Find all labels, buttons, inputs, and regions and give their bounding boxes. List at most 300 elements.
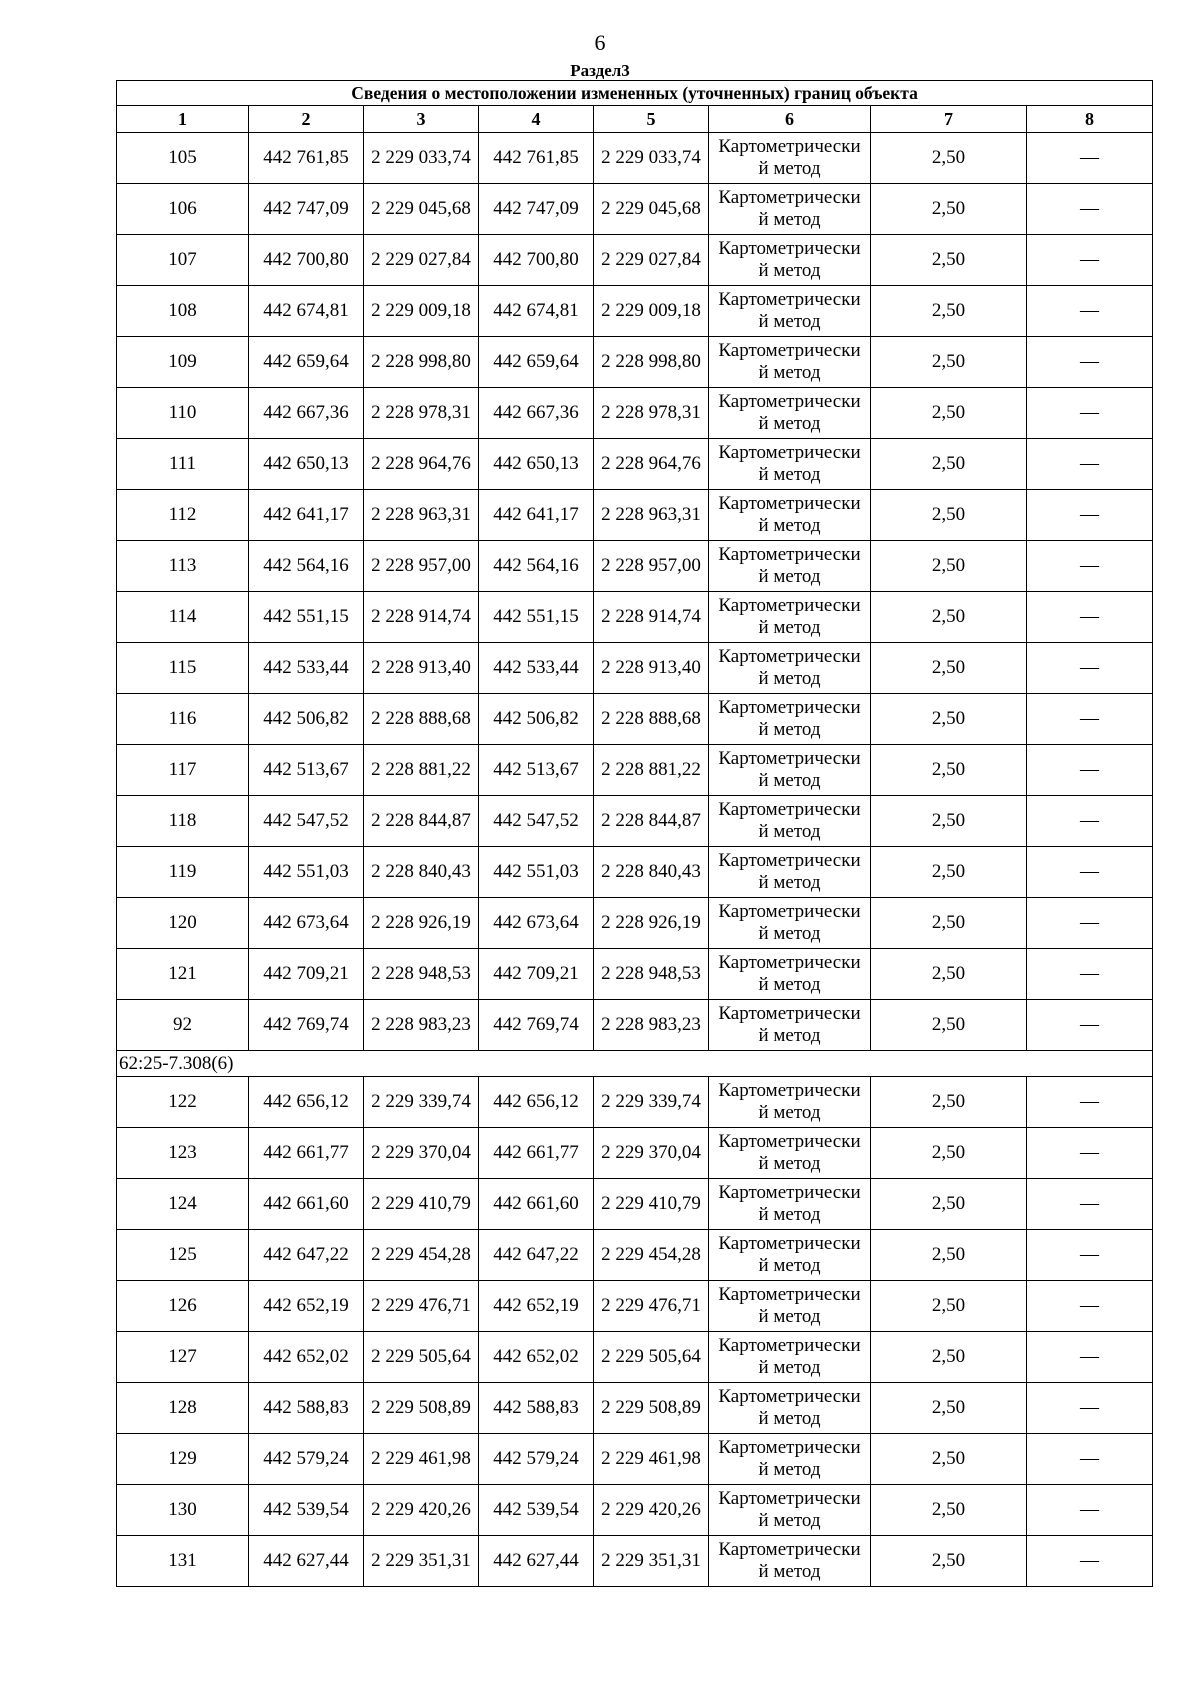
table-row	[117, 286, 1153, 337]
accuracy-cell: 2,50	[871, 1332, 1027, 1383]
method-line-2: й метод	[758, 1408, 821, 1429]
y-new-cell: 2 228 881,22	[594, 745, 709, 796]
table-row	[117, 592, 1153, 643]
method-line-1: Картометрически	[718, 1233, 861, 1254]
x-old-cell: 442 673,64	[249, 898, 364, 949]
method-line-1: Картометрически	[718, 391, 861, 412]
description-cell: —	[1027, 184, 1153, 235]
description-cell: —	[1027, 1536, 1153, 1587]
x-new-cell: 442 667,36	[479, 388, 594, 439]
y-new-cell: 2 229 508,89	[594, 1383, 709, 1434]
x-new-cell: 442 656,12	[479, 1077, 594, 1128]
x-old-cell: 442 761,85	[249, 133, 364, 184]
accuracy-cell: 2,50	[871, 1485, 1027, 1536]
x-old-cell: 442 667,36	[249, 388, 364, 439]
method-line-2: й метод	[758, 1102, 821, 1123]
point-number-cell: 110	[117, 388, 249, 439]
x-new-cell: 442 661,77	[479, 1128, 594, 1179]
y-new-cell: 2 229 476,71	[594, 1281, 709, 1332]
accuracy-cell: 2,50	[871, 439, 1027, 490]
method-line-1: Картометрически	[718, 1539, 861, 1560]
method-line-1: Картометрически	[718, 1131, 861, 1152]
point-number-cell: 124	[117, 1179, 249, 1230]
description-cell: —	[1027, 796, 1153, 847]
coordinates-table	[116, 80, 1153, 1587]
description-cell: —	[1027, 949, 1153, 1000]
column-header: 6	[709, 106, 871, 133]
y-old-cell: 2 228 998,80	[364, 337, 479, 388]
description-cell: —	[1027, 1383, 1153, 1434]
y-old-cell: 2 229 454,28	[364, 1230, 479, 1281]
x-old-cell: 442 551,15	[249, 592, 364, 643]
x-new-cell: 442 650,13	[479, 439, 594, 490]
accuracy-cell: 2,50	[871, 337, 1027, 388]
accuracy-cell: 2,50	[871, 1434, 1027, 1485]
accuracy-cell: 2,50	[871, 133, 1027, 184]
method-cell	[709, 745, 871, 796]
table-row	[117, 1000, 1153, 1051]
x-old-cell: 442 652,19	[249, 1281, 364, 1332]
accuracy-cell: 2,50	[871, 184, 1027, 235]
method-line-2: й метод	[758, 1255, 821, 1276]
column-header: 4	[479, 106, 594, 133]
description-cell: —	[1027, 745, 1153, 796]
table-row	[117, 898, 1153, 949]
accuracy-cell: 2,50	[871, 1281, 1027, 1332]
method-line-2: й метод	[758, 617, 821, 638]
method-line-2: й метод	[758, 1357, 821, 1378]
x-old-cell: 442 709,21	[249, 949, 364, 1000]
x-new-cell: 442 761,85	[479, 133, 594, 184]
x-old-cell: 442 650,13	[249, 439, 364, 490]
y-old-cell: 2 228 983,23	[364, 1000, 479, 1051]
x-new-cell: 442 513,67	[479, 745, 594, 796]
y-new-cell: 2 228 888,68	[594, 694, 709, 745]
table-row	[117, 643, 1153, 694]
method-cell	[709, 1536, 871, 1587]
table-row	[117, 1383, 1153, 1434]
x-old-cell: 442 641,17	[249, 490, 364, 541]
x-new-cell: 442 627,44	[479, 1536, 594, 1587]
accuracy-cell: 2,50	[871, 592, 1027, 643]
y-new-cell: 2 229 461,98	[594, 1434, 709, 1485]
y-old-cell: 2 229 461,98	[364, 1434, 479, 1485]
method-line-2: й метод	[758, 1025, 821, 1046]
x-new-cell: 442 547,52	[479, 796, 594, 847]
x-new-cell: 442 588,83	[479, 1383, 594, 1434]
y-old-cell: 2 228 963,31	[364, 490, 479, 541]
method-cell	[709, 490, 871, 541]
description-cell: —	[1027, 286, 1153, 337]
accuracy-cell: 2,50	[871, 796, 1027, 847]
method-cell	[709, 1128, 871, 1179]
description-cell: —	[1027, 847, 1153, 898]
column-header-row	[117, 106, 1153, 133]
x-new-cell: 442 673,64	[479, 898, 594, 949]
point-number-cell: 112	[117, 490, 249, 541]
table-row	[117, 388, 1153, 439]
table-row	[117, 1128, 1153, 1179]
x-old-cell: 442 627,44	[249, 1536, 364, 1587]
method-line-2: й метод	[758, 719, 821, 740]
method-line-2: й метод	[758, 923, 821, 944]
table-row	[117, 184, 1153, 235]
point-number-cell: 130	[117, 1485, 249, 1536]
table-caption: Сведения о местоположении измененных (уточненных) границ объекта	[117, 81, 1153, 106]
method-cell	[709, 541, 871, 592]
description-cell: —	[1027, 133, 1153, 184]
x-new-cell: 442 641,17	[479, 490, 594, 541]
description-cell: —	[1027, 592, 1153, 643]
point-number-cell: 108	[117, 286, 249, 337]
y-old-cell: 2 229 370,04	[364, 1128, 479, 1179]
description-cell: —	[1027, 898, 1153, 949]
table-row	[117, 1281, 1153, 1332]
method-line-2: й метод	[758, 413, 821, 434]
column-header: 7	[871, 106, 1027, 133]
x-new-cell: 442 551,03	[479, 847, 594, 898]
y-old-cell: 2 228 914,74	[364, 592, 479, 643]
method-cell	[709, 133, 871, 184]
y-old-cell: 2 228 957,00	[364, 541, 479, 592]
x-old-cell: 442 506,82	[249, 694, 364, 745]
description-cell: —	[1027, 694, 1153, 745]
x-new-cell: 442 769,74	[479, 1000, 594, 1051]
accuracy-cell: 2,50	[871, 1000, 1027, 1051]
method-line-1: Картометрически	[718, 187, 861, 208]
y-new-cell: 2 229 339,74	[594, 1077, 709, 1128]
x-old-cell: 442 747,09	[249, 184, 364, 235]
method-line-1: Картометрически	[718, 697, 861, 718]
y-new-cell: 2 229 454,28	[594, 1230, 709, 1281]
x-old-cell: 442 659,64	[249, 337, 364, 388]
table-row	[117, 133, 1153, 184]
table-row	[117, 1434, 1153, 1485]
x-old-cell: 442 533,44	[249, 643, 364, 694]
y-old-cell: 2 228 948,53	[364, 949, 479, 1000]
x-new-cell: 442 647,22	[479, 1230, 594, 1281]
method-line-1: Картометрически	[718, 1080, 861, 1101]
y-new-cell: 2 229 027,84	[594, 235, 709, 286]
method-cell	[709, 796, 871, 847]
y-new-cell: 2 228 957,00	[594, 541, 709, 592]
description-cell: —	[1027, 1434, 1153, 1485]
y-old-cell: 2 229 476,71	[364, 1281, 479, 1332]
table-row	[117, 694, 1153, 745]
method-line-2: й метод	[758, 260, 821, 281]
point-number-cell: 128	[117, 1383, 249, 1434]
y-old-cell: 2 229 410,79	[364, 1179, 479, 1230]
table-row	[117, 1536, 1153, 1587]
y-new-cell: 2 228 914,74	[594, 592, 709, 643]
accuracy-cell: 2,50	[871, 847, 1027, 898]
x-old-cell: 442 652,02	[249, 1332, 364, 1383]
table-body	[117, 133, 1153, 1587]
accuracy-cell: 2,50	[871, 643, 1027, 694]
x-new-cell: 442 700,80	[479, 235, 594, 286]
x-old-cell: 442 674,81	[249, 286, 364, 337]
point-number-cell: 107	[117, 235, 249, 286]
point-number-cell: 126	[117, 1281, 249, 1332]
accuracy-cell: 2,50	[871, 694, 1027, 745]
method-cell	[709, 235, 871, 286]
method-line-2: й метод	[758, 1459, 821, 1480]
method-line-2: й метод	[758, 362, 821, 383]
y-new-cell: 2 229 420,26	[594, 1485, 709, 1536]
section-title: Раздел3	[570, 61, 630, 80]
description-cell: —	[1027, 337, 1153, 388]
method-cell	[709, 694, 871, 745]
point-number-cell: 109	[117, 337, 249, 388]
table-row	[117, 439, 1153, 490]
description-cell: —	[1027, 388, 1153, 439]
x-new-cell: 442 747,09	[479, 184, 594, 235]
method-cell	[709, 184, 871, 235]
method-line-1: Картометрически	[718, 748, 861, 769]
y-new-cell: 2 229 045,68	[594, 184, 709, 235]
x-new-cell: 442 652,19	[479, 1281, 594, 1332]
accuracy-cell: 2,50	[871, 1536, 1027, 1587]
accuracy-cell: 2,50	[871, 541, 1027, 592]
x-old-cell: 442 564,16	[249, 541, 364, 592]
x-old-cell: 442 656,12	[249, 1077, 364, 1128]
x-old-cell: 442 588,83	[249, 1383, 364, 1434]
x-old-cell: 442 661,77	[249, 1128, 364, 1179]
method-cell	[709, 1077, 871, 1128]
accuracy-cell: 2,50	[871, 388, 1027, 439]
method-line-2: й метод	[758, 158, 821, 179]
method-cell	[709, 286, 871, 337]
x-new-cell: 442 579,24	[479, 1434, 594, 1485]
y-new-cell: 2 229 410,79	[594, 1179, 709, 1230]
x-old-cell: 442 579,24	[249, 1434, 364, 1485]
x-old-cell: 442 769,74	[249, 1000, 364, 1051]
point-number-cell: 114	[117, 592, 249, 643]
y-new-cell: 2 229 351,31	[594, 1536, 709, 1587]
point-number-cell: 120	[117, 898, 249, 949]
method-line-2: й метод	[758, 1204, 821, 1225]
x-old-cell: 442 547,52	[249, 796, 364, 847]
accuracy-cell: 2,50	[871, 745, 1027, 796]
accuracy-cell: 2,50	[871, 1179, 1027, 1230]
page-number: 6	[594, 30, 606, 55]
y-new-cell: 2 229 370,04	[594, 1128, 709, 1179]
y-new-cell: 2 228 978,31	[594, 388, 709, 439]
x-old-cell: 442 661,60	[249, 1179, 364, 1230]
method-line-1: Картометрически	[718, 1488, 861, 1509]
description-cell: —	[1027, 1077, 1153, 1128]
accuracy-cell: 2,50	[871, 1383, 1027, 1434]
parcel-group-label: 62:25-7.308(6)	[117, 1051, 1153, 1077]
method-line-2: й метод	[758, 311, 821, 332]
method-line-2: й метод	[758, 770, 821, 791]
point-number-cell: 121	[117, 949, 249, 1000]
y-new-cell: 2 229 033,74	[594, 133, 709, 184]
method-cell	[709, 1179, 871, 1230]
method-cell	[709, 1281, 871, 1332]
description-cell: —	[1027, 1332, 1153, 1383]
y-old-cell: 2 228 978,31	[364, 388, 479, 439]
method-line-2: й метод	[758, 1306, 821, 1327]
method-line-1: Картометрически	[718, 1437, 861, 1458]
x-old-cell: 442 539,54	[249, 1485, 364, 1536]
x-new-cell: 442 533,44	[479, 643, 594, 694]
point-number-cell: 106	[117, 184, 249, 235]
accuracy-cell: 2,50	[871, 1128, 1027, 1179]
method-cell	[709, 1332, 871, 1383]
method-line-2: й метод	[758, 872, 821, 893]
description-cell: —	[1027, 1000, 1153, 1051]
x-new-cell: 442 506,82	[479, 694, 594, 745]
description-cell: —	[1027, 1128, 1153, 1179]
method-cell	[709, 1000, 871, 1051]
method-line-1: Картометрически	[718, 136, 861, 157]
table-row	[117, 949, 1153, 1000]
method-line-2: й метод	[758, 1561, 821, 1582]
method-line-2: й метод	[758, 974, 821, 995]
y-old-cell: 2 229 027,84	[364, 235, 479, 286]
y-old-cell: 2 229 508,89	[364, 1383, 479, 1434]
table-row	[117, 235, 1153, 286]
x-old-cell: 442 647,22	[249, 1230, 364, 1281]
method-cell	[709, 592, 871, 643]
y-new-cell: 2 229 009,18	[594, 286, 709, 337]
column-header: 2	[249, 106, 364, 133]
method-cell	[709, 388, 871, 439]
x-new-cell: 442 539,54	[479, 1485, 594, 1536]
table-row	[117, 745, 1153, 796]
method-line-2: й метод	[758, 515, 821, 536]
x-old-cell: 442 700,80	[249, 235, 364, 286]
column-header: 1	[117, 106, 249, 133]
table-row	[117, 337, 1153, 388]
y-old-cell: 2 228 881,22	[364, 745, 479, 796]
method-cell	[709, 643, 871, 694]
description-cell: —	[1027, 643, 1153, 694]
y-old-cell: 2 228 913,40	[364, 643, 479, 694]
table-row	[117, 1332, 1153, 1383]
point-number-cell: 131	[117, 1536, 249, 1587]
method-line-2: й метод	[758, 464, 821, 485]
accuracy-cell: 2,50	[871, 286, 1027, 337]
method-line-1: Картометрически	[718, 1284, 861, 1305]
method-line-2: й метод	[758, 566, 821, 587]
method-cell	[709, 337, 871, 388]
y-old-cell: 2 229 009,18	[364, 286, 479, 337]
point-number-cell: 125	[117, 1230, 249, 1281]
method-line-2: й метод	[758, 668, 821, 689]
point-number-cell: 113	[117, 541, 249, 592]
y-old-cell: 2 228 844,87	[364, 796, 479, 847]
method-line-1: Картометрически	[718, 1003, 861, 1024]
y-old-cell: 2 229 033,74	[364, 133, 479, 184]
x-old-cell: 442 513,67	[249, 745, 364, 796]
method-line-1: Картометрически	[718, 289, 861, 310]
accuracy-cell: 2,50	[871, 490, 1027, 541]
method-cell	[709, 1230, 871, 1281]
accuracy-cell: 2,50	[871, 1077, 1027, 1128]
method-line-1: Картометрически	[718, 1182, 861, 1203]
y-new-cell: 2 228 964,76	[594, 439, 709, 490]
table-row	[117, 1077, 1153, 1128]
table-row	[117, 796, 1153, 847]
x-new-cell: 442 674,81	[479, 286, 594, 337]
description-cell: —	[1027, 1230, 1153, 1281]
y-new-cell: 2 228 926,19	[594, 898, 709, 949]
x-new-cell: 442 709,21	[479, 949, 594, 1000]
method-cell	[709, 1383, 871, 1434]
accuracy-cell: 2,50	[871, 898, 1027, 949]
point-number-cell: 127	[117, 1332, 249, 1383]
x-new-cell: 442 551,15	[479, 592, 594, 643]
y-old-cell: 2 229 045,68	[364, 184, 479, 235]
point-number-cell: 92	[117, 1000, 249, 1051]
description-cell: —	[1027, 490, 1153, 541]
y-old-cell: 2 228 926,19	[364, 898, 479, 949]
method-cell	[709, 949, 871, 1000]
y-new-cell: 2 228 963,31	[594, 490, 709, 541]
method-line-1: Картометрически	[718, 799, 861, 820]
point-number-cell: 118	[117, 796, 249, 847]
table-row	[117, 1485, 1153, 1536]
y-new-cell: 2 228 840,43	[594, 847, 709, 898]
column-header: 3	[364, 106, 479, 133]
y-old-cell: 2 229 351,31	[364, 1536, 479, 1587]
x-old-cell: 442 551,03	[249, 847, 364, 898]
y-old-cell: 2 229 420,26	[364, 1485, 479, 1536]
y-new-cell: 2 228 844,87	[594, 796, 709, 847]
method-line-1: Картометрически	[718, 340, 861, 361]
table-row	[117, 1230, 1153, 1281]
method-line-1: Картометрически	[718, 901, 861, 922]
point-number-cell: 115	[117, 643, 249, 694]
description-cell: —	[1027, 235, 1153, 286]
method-line-1: Картометрически	[718, 442, 861, 463]
x-new-cell: 442 652,02	[479, 1332, 594, 1383]
method-cell	[709, 898, 871, 949]
method-line-1: Картометрически	[718, 1386, 861, 1407]
y-new-cell: 2 228 983,23	[594, 1000, 709, 1051]
accuracy-cell: 2,50	[871, 1230, 1027, 1281]
x-new-cell: 442 661,60	[479, 1179, 594, 1230]
y-new-cell: 2 228 913,40	[594, 643, 709, 694]
y-old-cell: 2 228 840,43	[364, 847, 479, 898]
point-number-cell: 119	[117, 847, 249, 898]
method-cell	[709, 847, 871, 898]
point-number-cell: 116	[117, 694, 249, 745]
point-number-cell: 122	[117, 1077, 249, 1128]
column-header: 8	[1027, 106, 1153, 133]
y-old-cell: 2 228 888,68	[364, 694, 479, 745]
table-row	[117, 847, 1153, 898]
accuracy-cell: 2,50	[871, 235, 1027, 286]
method-line-2: й метод	[758, 1153, 821, 1174]
method-line-1: Картометрически	[718, 646, 861, 667]
y-new-cell: 2 228 998,80	[594, 337, 709, 388]
x-new-cell: 442 659,64	[479, 337, 594, 388]
method-line-1: Картометрически	[718, 952, 861, 973]
method-line-1: Картометрически	[718, 238, 861, 259]
table-row	[117, 490, 1153, 541]
accuracy-cell: 2,50	[871, 949, 1027, 1000]
method-cell	[709, 1434, 871, 1485]
method-cell	[709, 1485, 871, 1536]
description-cell: —	[1027, 439, 1153, 490]
y-old-cell: 2 229 505,64	[364, 1332, 479, 1383]
y-new-cell: 2 228 948,53	[594, 949, 709, 1000]
group-row	[117, 1051, 1153, 1077]
table-row	[117, 1179, 1153, 1230]
